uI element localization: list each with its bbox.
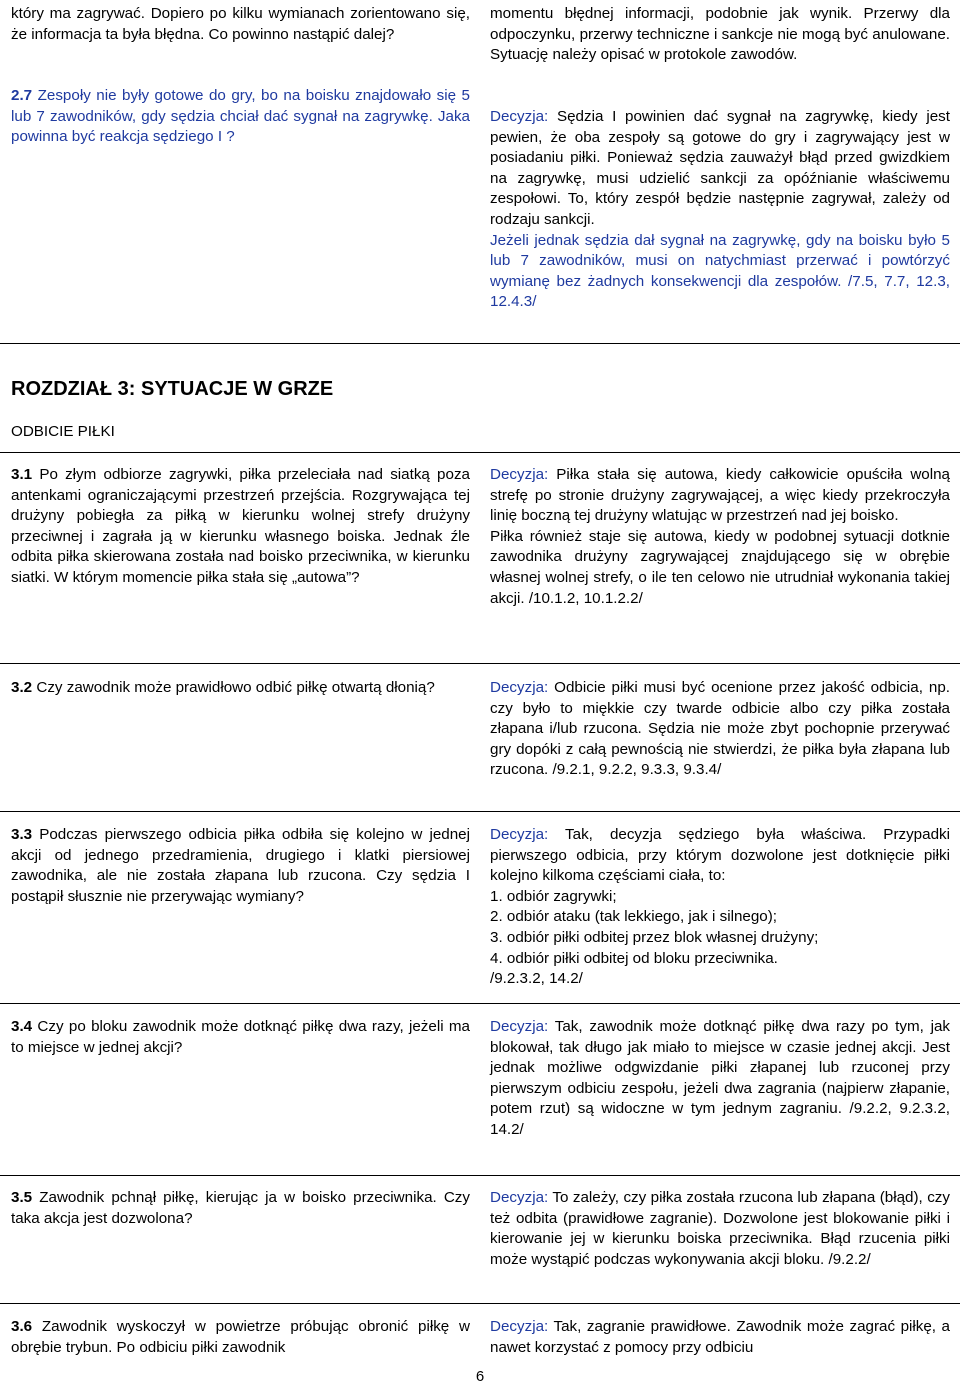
- divider: [0, 452, 960, 453]
- decision-label: Decyzja:: [490, 108, 549, 125]
- divider: [0, 1175, 960, 1176]
- question-3-5: [11, 1188, 470, 1229]
- question-text: Czy zawodnik może prawidłowo odbić piłkę otwartą dłonią?: [32, 679, 435, 696]
- answer-3-4: [490, 1017, 950, 1141]
- answer-text: Tak, zagranie prawidłowe. Zawodnik może zagrać piłkę, a nawet korzystać z pomocy przy odbiciu: [490, 1318, 950, 1356]
- answer-text: Tak, zawodnik może dotknąć piłkę dwa razy po tym, jak blokował, tak długo jak miało to miejsce w czasie jednej akcji. Jest jednak możliwe odgwizdanie piłki złapanej lub rzuconej przy pierwszym odbiciu zespołu, jeżeli dwa zagrania (najpierw złapanie, potem rzut) są widoczne w tym jednym zagraniu. /9.2.2, 9.2.3.2, 14.2/: [490, 1018, 950, 1138]
- list-item: 4. odbiór piłki odbitej od bloku przeciwnika.: [490, 949, 778, 967]
- section-subtitle: ODBICIE PIŁKI: [11, 423, 115, 440]
- chapter-title: ROZDZIAŁ 3: SYTUACJE W GRZE: [11, 378, 334, 400]
- answer-text: Odbicie piłki musi być ocenione przez jakość odbicia, np. czy było to miękkie czy twarde odbicie albo czy piłka została złapana i/lub rzucona. Sędzia nie może zbyt pochopnie przerywać gry dopóki z całą pewnością nie stwierdzi, że piłka była złapana lub rzucona. /9.2.1, 9.2.2, 9.3.3, 9.3.4/: [490, 679, 950, 779]
- list-item: 1. odbiór zagrywki;: [490, 887, 617, 905]
- question-text: Po złym odbiorze zagrywki, piłka przeleciała nad siatką poza antenkami ograniczającymi przestrzeń przejścia. Rozgrywająca tej drużyny pobiegła za piłką w kierunku wolnej strefy drużyny przeciwnej i zagrała ją w kierunku własnego boiska. Jednak źle odbita piłka skierowana została nad boisko przeciwnika, w kierunku siatki. W którym momencie piłka stała się „autowa”?: [11, 466, 470, 586]
- question-number: 3.4: [11, 1018, 33, 1035]
- answer-text: Piłka stała się autowa, kiedy całkowicie opuściła wolną strefę po stronie drużyny zagrywającej, a więc kiedy przekroczyła linię boczną tej drużyny wlatując w przestrzeń nad jej boisko.: [490, 466, 950, 525]
- question-3-6: [11, 1317, 470, 1358]
- answer-text: Sędzia I powinien dać sygnał na zagrywkę, kiedy jest pewien, że oba zespoły są gotowe do gry i zagrywający jest w posiadaniu piłki. Ponieważ sędzia zauważył błąd przed gwizdkiem na zagrywkę, musi udzielić sankcji za opóźnianie właściwemu zespołowi. To, który zespół będzie następnie zagrywał, zależy od rodzaju sankcji.: [490, 108, 950, 228]
- question-3-2: [11, 678, 470, 699]
- decision-label: Decyzja:: [490, 466, 549, 483]
- question-number: 2.7: [11, 87, 33, 104]
- question-number: 3.3: [11, 826, 33, 843]
- answer-3-1: [490, 465, 950, 609]
- answer-3-6: [490, 1317, 950, 1358]
- question-text: Podczas pierwszego odbicia piłka odbiła się kolejno w jednej akcji od jednego przedramienia, drugiego i klatki piersiowej zawodnika, ale nie została złapana lub rzucona. Czy sędzia I postąpił słusznie nie przerywając wymiany?: [11, 826, 470, 905]
- question-text: Zawodnik pchnął piłkę, kierując ja w boisko przeciwnika. Czy taka akcja jest dozwolona?: [11, 1189, 470, 1227]
- list-item: 2. odbiór ataku (tak lekkiego, jak i silnego);: [490, 908, 778, 926]
- decision-label: Decyzja:: [490, 1189, 549, 1206]
- rule-reference: /9.2.3.2, 14.2/: [490, 970, 583, 988]
- answer-text-2: Jeżeli jednak sędzia dał sygnał na zagrywkę, gdy na boisku było 5 lub 7 zawodników, musi on natychmiast przerwać i powtórzyć wymianę bez żadnych konsekwencji dla zespołów. /7.5, 7.7, 12.3, 12.4.3/: [490, 231, 950, 311]
- question-number: 3.6: [11, 1318, 33, 1335]
- question-number: 3.1: [11, 466, 33, 483]
- decision-label: Decyzja:: [490, 826, 549, 843]
- answer-3-2: [490, 678, 950, 781]
- divider: [0, 811, 960, 812]
- question-3-4: [11, 1017, 470, 1058]
- page-number: 6: [475, 1368, 485, 1385]
- divider: [0, 343, 960, 344]
- list-item: 3. odbiór piłki odbitej przez blok własnej drużyny;: [490, 928, 819, 946]
- question-2-7: [11, 86, 470, 148]
- answer-3-5: [490, 1188, 950, 1270]
- right-tail-text: momentu błędnej informacji, podobnie jak wynik. Przerwy dla odpoczynku, przerwy techniczne i sankcje nie mogą być anulowane. Sytuację należy opisać w protokole zawodów.: [490, 5, 950, 64]
- reception-list: [490, 887, 950, 969]
- divider: [0, 1303, 960, 1304]
- divider: [0, 663, 960, 664]
- answer-text: Tak, decyzja sędziego była właściwa. Przypadki pierwszego odbicia, przy którym dozwolone jest dotknięcie piłki kolejno kilkoma częściami ciała, to:: [490, 826, 950, 885]
- answer-text: To zależy, czy piłka została rzucona lub złapana (błąd), czy też odbita (prawidłowe zagranie). Dozwolone jest blokowanie piłki i kierowanie jej w kierunku boiska przeciwnika. Błąd rzucenia piłki może wystąpić podczas wykonywania akcji bloku. /9.2.2/: [490, 1189, 950, 1268]
- question-3-3: [11, 825, 470, 907]
- question-number: 3.5: [11, 1189, 33, 1206]
- answer-text-2: Piłka również staje się autowa, kiedy w podobnej sytuacji dotknie zawodnika drużyny zagrywającej znajdującego się w obrębie własnej wolnej strefy, o ile ten celowo nie utrudniał wykonania takiej akcji. /10.1.2, 10.1.2.2/: [490, 527, 950, 607]
- question-text: Zawodnik wyskoczył w powietrze próbując obronić piłkę w obrębie trybun. Po odbiciu piłki zawodnik: [11, 1318, 470, 1356]
- answer-3-3: [490, 825, 950, 990]
- question-text: Czy po bloku zawodnik może dotknąć piłkę dwa razy, jeżeli ma to miejsce w jednej akcji?: [11, 1018, 470, 1056]
- decision-label: Decyzja:: [490, 1018, 549, 1035]
- question-3-1: [11, 465, 470, 589]
- question-text: Zespoły nie były gotowe do gry, bo na boisku znajdowało się 5 lub 7 zawodników, gdy sędzia chciał dać sygnał na zagrywkę. Jaka powinna być reakcja sędziego I ?: [11, 87, 470, 146]
- decision-label: Decyzja:: [490, 679, 549, 696]
- question-number: 3.2: [11, 679, 33, 696]
- answer-2-7: [490, 107, 950, 313]
- left-tail-text: który ma zagrywać. Dopiero po kilku wymianach zorientowano się, że informacja ta była błędna. Co powinno nastąpić dalej?: [11, 5, 470, 43]
- divider: [0, 1003, 960, 1004]
- decision-label: Decyzja:: [490, 1318, 549, 1335]
